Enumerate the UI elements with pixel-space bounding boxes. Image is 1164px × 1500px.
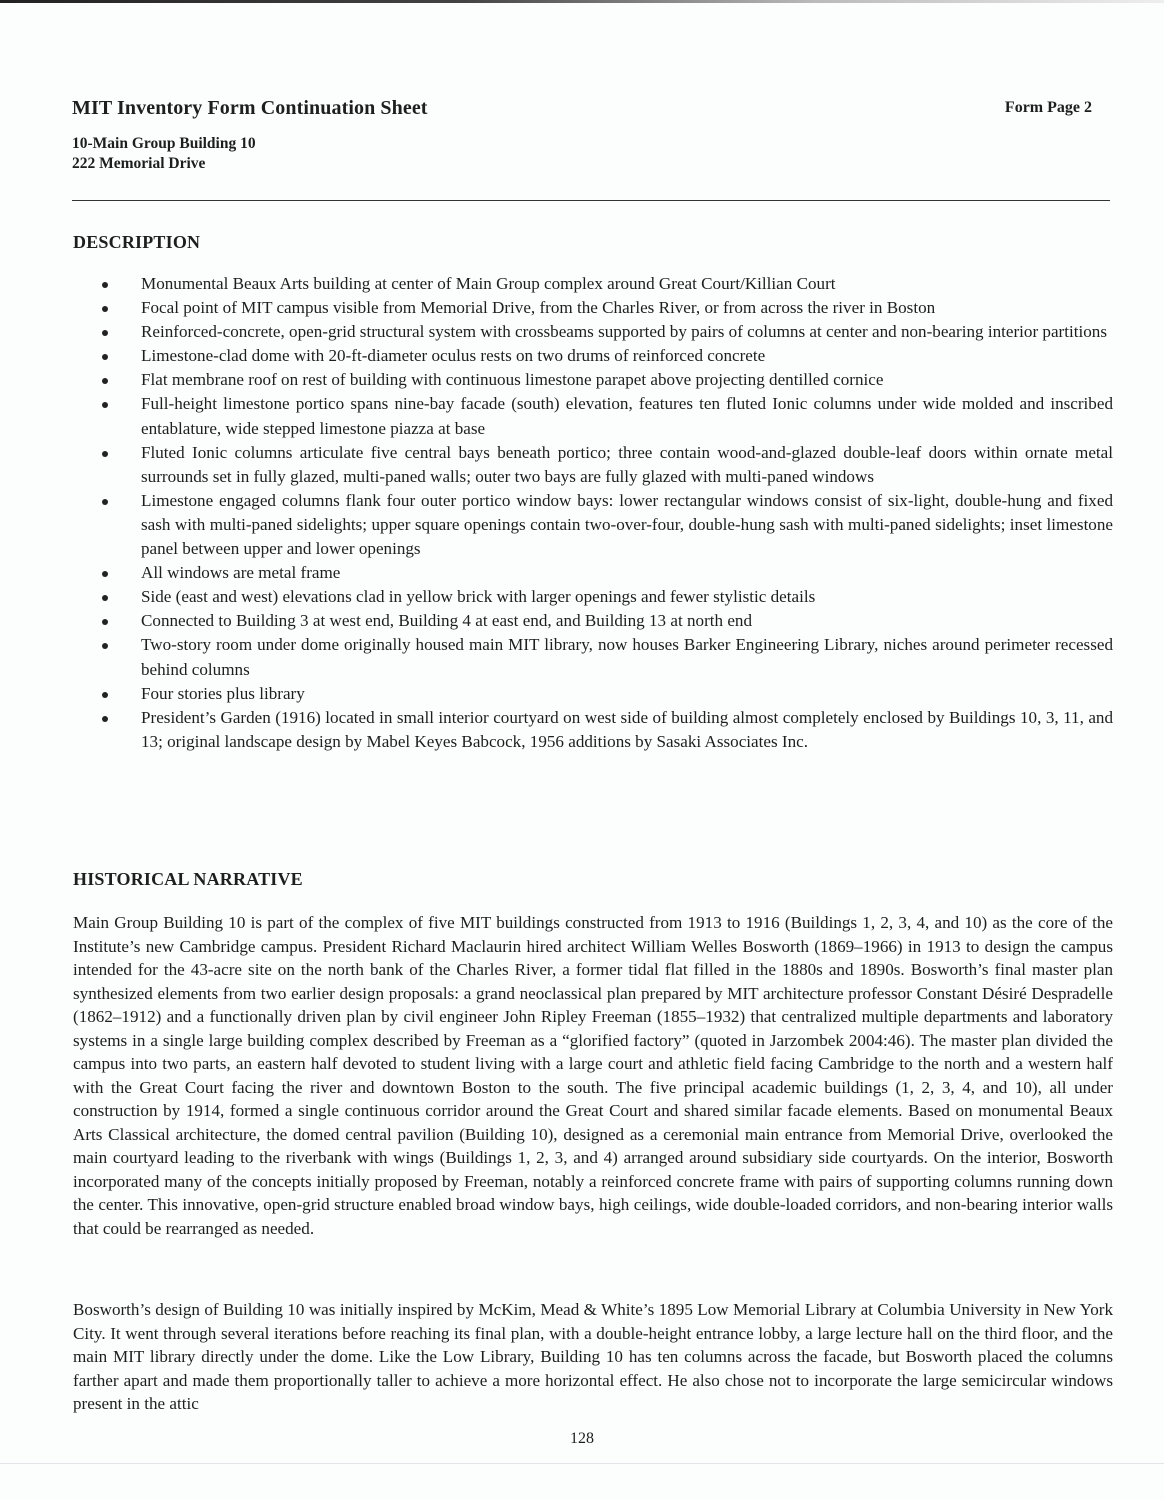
bullet-icon bbox=[102, 595, 108, 601]
list-item-text: Side (east and west) elevations clad in yellow brick with larger openings and fewer stylistic details bbox=[141, 587, 816, 607]
bullet-icon bbox=[102, 692, 108, 698]
list-item bbox=[100, 682, 1113, 706]
bullet-icon bbox=[102, 643, 108, 649]
list-item bbox=[100, 633, 1113, 681]
list-item-text: Reinforced-concrete, open-grid structural system with crossbeams supported by pairs of columns at center and non-bearing interior partitions bbox=[141, 322, 1107, 342]
bullet-icon bbox=[102, 451, 108, 457]
bullet-icon bbox=[102, 716, 108, 722]
list-item-text: Fluted Ionic columns articulate five central bays beneath portico; three contain wood-and-glazed double-leaf doors within ornate metal surrounds set in fully glazed, multi-paned walls; outer two bays are fully glazed with multi-paned windows bbox=[141, 442, 1113, 486]
bullet-icon bbox=[102, 282, 108, 288]
description-list bbox=[100, 272, 1113, 754]
bullet-icon bbox=[102, 619, 108, 625]
list-item bbox=[100, 609, 1113, 633]
bullet-icon bbox=[102, 571, 108, 577]
footer-divider bbox=[0, 1463, 1164, 1464]
list-item bbox=[100, 441, 1113, 489]
building-address: 222 Memorial Drive bbox=[72, 155, 206, 172]
list-item bbox=[100, 320, 1113, 344]
page-number: 128 bbox=[570, 1430, 594, 1447]
list-item-text: Limestone-clad dome with 20-ft-diameter oculus rests on two drums of reinforced concrete bbox=[141, 346, 766, 366]
list-item bbox=[100, 296, 1113, 320]
list-item-text: Two-story room under dome originally housed main MIT library, now houses Barker Engineering Library, niches around perimeter recessed behind columns bbox=[141, 635, 1113, 679]
narrative-paragraph: Bosworth’s design of Building 10 was initially inspired by McKim, Mead & White’s 1895 Low Memorial Library at Columbia University in New York City. It went through several iterations before reaching its final plan, with a double-height entrance lobby, a large lecture hall on the third floor, and the main MIT library directly under the dome. Like the Low Library, Building 10 has ten columns across the facade, but Bosworth placed the columns farther apart and made them proportionally taller to achieve a more horizontal effect. He also chose not to incorporate the large semicircular windows present in the attic bbox=[73, 1300, 1113, 1413]
list-item bbox=[100, 392, 1113, 440]
list-item bbox=[100, 489, 1113, 561]
list-item bbox=[100, 561, 1113, 585]
bullet-icon bbox=[102, 330, 108, 336]
bullet-icon bbox=[102, 378, 108, 384]
list-item-text: Flat membrane roof on rest of building with continuous limestone parapet above projecting dentilled cornice bbox=[141, 370, 884, 390]
list-item bbox=[100, 344, 1113, 368]
bullet-icon bbox=[102, 499, 108, 505]
list-item-text: President’s Garden (1916) located in small interior courtyard on west side of building almost completely enclosed by Buildings 10, 3, 11, and 13; original landscape design by Mabel Keyes Babcock, 1956 additions by Sasaki Associates Inc. bbox=[141, 707, 1113, 751]
historical-narrative-heading: HISTORICAL NARRATIVE bbox=[73, 869, 303, 889]
list-item bbox=[100, 585, 1113, 609]
list-item-text: Full-height limestone portico spans nine-bay facade (south) elevation, features ten fluted Ionic columns under wide molded and inscribed entablature, wide stepped limestone piazza at base bbox=[141, 394, 1113, 438]
building-name: 10-Main Group Building 10 bbox=[72, 135, 256, 152]
scan-edge bbox=[0, 0, 1164, 3]
list-item-text: Connected to Building 3 at west end, Building 4 at east end, and Building 13 at north end bbox=[141, 611, 753, 631]
description-heading: DESCRIPTION bbox=[73, 232, 201, 252]
form-title: MIT Inventory Form Continuation Sheet bbox=[72, 97, 428, 119]
list-item bbox=[100, 272, 1113, 296]
list-item-text: Focal point of MIT campus visible from Memorial Drive, from the Charles River, or from across the river in Boston bbox=[141, 298, 936, 318]
bullet-icon bbox=[102, 402, 108, 408]
building-info bbox=[72, 134, 256, 174]
list-item-text: Four stories plus library bbox=[141, 683, 305, 703]
narrative-paragraph: Main Group Building 10 is part of the complex of five MIT buildings constructed from 1913 to 1916 (Buildings 1, 2, 3, 4, and 10) as the core of the Institute’s new Cambridge campus. President Richard Maclaurin hired architect William Welles Bosworth (1869–1966) in 1913 to design the campus intended for the 43-acre site on the north bank of the Charles River, a former tidal flat filled in the 1880s and 1890s. Bosworth’s final master plan synthesized elements from two earlier design proposals: a grand neoclassical plan prepared by MIT architecture professor Constant Désiré Despradelle (1862–1912) and a functionally driven plan by civil engineer John Ripley Freeman (1855–1932) that centralized multiple departments and laboratory systems in a single large building complex described by Freeman as a “glorified factory” (quoted in Jarzombek 2004:46). The master plan divided the campus into two parts, an eastern half devoted to student living with a large court and athletic field facing Cambridge to the north and a western half with the Great Court facing the river and downtown Boston to the south. The five principal academic buildings (1, 2, 3, 4, and 10), all under construction by 1914, formed a single continuous corridor around the Great Court and shared similar facade elements. Based on monumental Beaux Arts Classical architecture, the domed central pavilion (Building 10), designed as a ceremonial main entrance from Memorial Drive, overlooked the main courtyard leading to the riverbank with wings (Buildings 1, 2, 3, and 4) arranged around subsidiary side courtyards. On the interior, Bosworth incorporated many of the concepts initially proposed by Freeman, notably a reinforced concrete frame with pairs of supporting columns running down the center. This innovative, open-grid structure enabled broad window bays, high ceilings, wide double-loaded corridors, and non-bearing interior walls that could be rearranged as needed. bbox=[73, 913, 1113, 1238]
list-item-text: Monumental Beaux Arts building at center of Main Group complex around Great Court/Killian Court bbox=[141, 274, 836, 293]
form-page-label: Form Page 2 bbox=[1004, 99, 1092, 116]
header-divider bbox=[72, 200, 1110, 201]
bullet-icon bbox=[102, 354, 108, 360]
list-item-text: Limestone engaged columns flank four outer portico window bays: lower rectangular windows consist of six-light, double-hung and fixed sash with multi-paned sidelights; upper square openings contain two-over-four, double-hung sash with multi-paned sidelights; inset limestone panel between upper and lower openings bbox=[141, 490, 1113, 559]
list-item bbox=[100, 706, 1113, 754]
list-item bbox=[100, 368, 1113, 392]
list-item-text: All windows are metal frame bbox=[141, 563, 341, 583]
bullet-icon bbox=[102, 306, 108, 312]
